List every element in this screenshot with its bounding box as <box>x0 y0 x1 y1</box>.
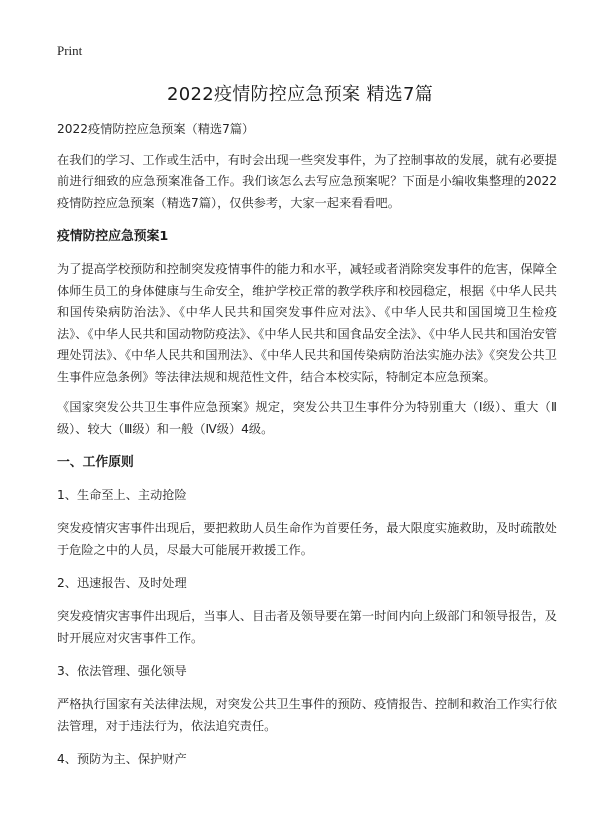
document-body <box>57 119 557 782</box>
principles-heading: 一、工作原则 <box>57 455 134 470</box>
principle-title: 4、预防为主、保护财产 <box>57 752 187 766</box>
principle-title: 1、生命至上、主动抢险 <box>57 488 187 502</box>
section-heading: 疫情防控应急预案1 <box>57 229 169 244</box>
section-paragraph: 《国家突发公共卫生事件应急预案》规定，突发公共卫生事件分为特别重大（Ⅰ级）、重大（Ⅱ级）、较大（Ⅲ级）和一般（Ⅳ级）4级。 <box>57 400 557 436</box>
document-title: 2022疫情防控应急预案 精选7篇 <box>166 84 434 105</box>
document-subtitle: 2022疫情防控应急预案（精选7篇） <box>57 122 255 136</box>
principle-text: 严格执行国家有关法律法规，对突发公共卫生事件的预防、疫情报告、控制和救治工作实行依法管理，对于违法行为，依法追究责任。 <box>57 697 557 733</box>
section-paragraph: 为了提高学校预防和控制突发疫情事件的能力和水平，减轻或者消除突发事件的危害，保障全体师生员工的身体健康与生命安全，维护学校正常的教学秩序和校园稳定，根据《中华人民共和国传染病防治法》、《中华人民共和国突发事件应对法》、《中华人民共和国国境卫生检疫法》、《中华人民共和国动物防疫法》、《中华人民共和国食品安全法》、《中华人民共和国治安管理处罚法》、《中华人民共和国刑法》、《中华人民共和国传染病防治法实施办法》《突发公共卫生事件应急条例》等法律法规和规范性文件，结合本校实际，特制定本应急预案。 <box>57 262 557 384</box>
principle-title: 3、依法管理、强化领导 <box>57 664 187 678</box>
principle-title: 2、迅速报告、及时处理 <box>57 576 187 590</box>
print-link[interactable]: Print <box>57 43 83 58</box>
intro-paragraph: 在我们的学习、工作或生活中，有时会出现一些突发事件，为了控制事故的发展，就有必要提前进行细致的应急预案准备工作。我们该怎么去写应急预案呢？下面是小编收集整理的2022疫情防控应急预案（精选7篇），仅供参考，大家一起来看看吧。 <box>57 152 557 210</box>
principle-text: 突发疫情灾害事件出现后，当事人、目击者及领导要在第一时间内向上级部门和领导报告，及时开展应对灾害事件工作。 <box>57 609 557 645</box>
principle-text: 突发疫情灾害事件出现后，要把救助人员生命作为首要任务，最大限度实施救助，及时疏散处于危险之中的人员，尽最大可能展开救援工作。 <box>57 521 557 557</box>
